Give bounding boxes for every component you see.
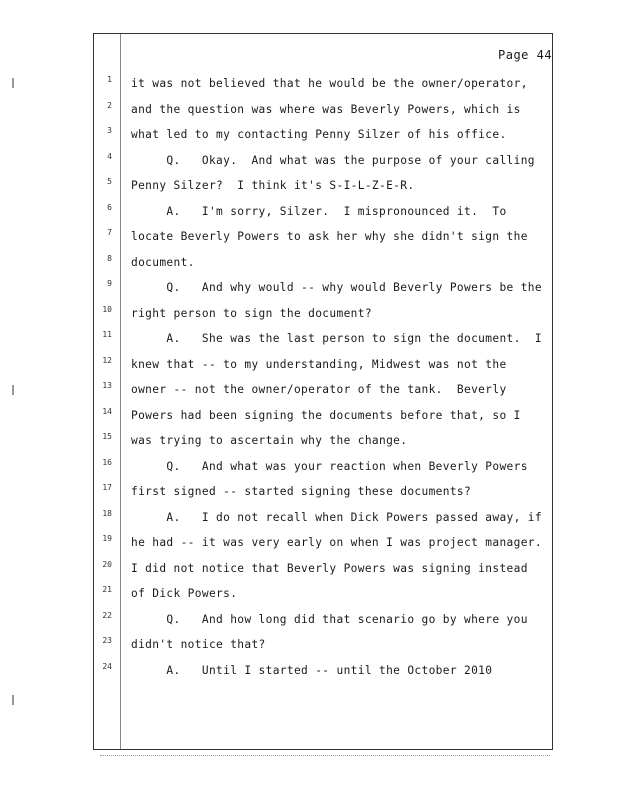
transcript-line: Q. And why would -- why would Beverly Powers be the xyxy=(131,281,542,294)
line-number: 13 xyxy=(102,381,112,390)
page-number: Page 44 xyxy=(498,48,553,62)
line-number-rule xyxy=(120,34,121,749)
line-number: 14 xyxy=(102,406,112,416)
line-number: 21 xyxy=(102,585,112,594)
transcript-line: of Dick Powers. xyxy=(131,587,238,600)
line-number: 6 xyxy=(107,202,112,212)
transcript-line: right person to sign the document? xyxy=(131,306,372,320)
line-number: 22 xyxy=(102,610,112,620)
transcript-line: it was not believed that he would be the owner/operator, xyxy=(131,77,528,90)
transcript-line: A. I'm sorry, Silzer. I mispronounced it. To xyxy=(131,204,507,218)
transcript-line: Q. Okay. And what was the purpose of your calling xyxy=(131,153,535,167)
transcript-line: I did not notice that Beverly Powers was signing instead xyxy=(131,561,528,575)
transcript-line: Q. And how long did that scenario go by where you xyxy=(131,612,528,626)
line-number: 2 xyxy=(107,100,112,110)
transcript-line: was trying to ascertain why the change. xyxy=(131,434,408,447)
line-number: 15 xyxy=(102,432,112,441)
line-number: 1 xyxy=(107,75,112,84)
margin-mark xyxy=(12,695,14,705)
line-number: 5 xyxy=(107,177,112,186)
line-number: 20 xyxy=(102,559,112,569)
line-number: 23 xyxy=(102,636,112,645)
line-number: 7 xyxy=(107,228,112,237)
margin-mark xyxy=(12,385,14,395)
transcript-line: first signed -- started signing these documents? xyxy=(131,485,472,498)
transcript-line: Q. And what was your reaction when Beverly Powers xyxy=(131,459,528,473)
scan-edge xyxy=(100,755,550,759)
transcript-line: what led to my contacting Penny Silzer of his office. xyxy=(131,128,507,141)
line-number: 16 xyxy=(102,457,112,467)
line-number: 18 xyxy=(102,508,112,518)
line-number: 11 xyxy=(102,330,112,339)
margin-mark xyxy=(12,78,14,88)
line-number: 17 xyxy=(102,483,112,492)
transcript-line: A. Until I started -- until the October 2010 xyxy=(131,663,493,677)
line-number: 24 xyxy=(102,661,112,671)
line-number: 3 xyxy=(107,126,112,135)
line-number: 19 xyxy=(102,534,112,543)
line-number: 9 xyxy=(107,279,112,288)
line-number: 4 xyxy=(107,151,112,161)
transcript-line: knew that -- to my understanding, Midwest was not the xyxy=(131,357,507,371)
transcript-line: owner -- not the owner/operator of the tank. Beverly xyxy=(131,383,507,396)
transcript-line: locate Beverly Powers to ask her why she didn't sign the xyxy=(131,230,528,243)
transcript-line: and the question was where was Beverly Powers, which is xyxy=(131,102,521,116)
transcript-line: A. I do not recall when Dick Powers passed away, if xyxy=(131,510,542,524)
transcript-line: he had -- it was very early on when I was project manager. xyxy=(131,536,542,549)
transcript-line: Penny Silzer? I think it's S-I-L-Z-E-R. xyxy=(131,179,415,192)
line-number: 10 xyxy=(102,304,112,314)
transcript-line: didn't notice that? xyxy=(131,638,266,651)
line-number: 8 xyxy=(107,253,112,263)
transcript-line: document. xyxy=(131,255,195,269)
transcript-line: Powers had been signing the documents before that, so I xyxy=(131,408,521,422)
line-number: 12 xyxy=(102,355,112,365)
transcript-line: A. She was the last person to sign the document. I xyxy=(131,332,542,345)
